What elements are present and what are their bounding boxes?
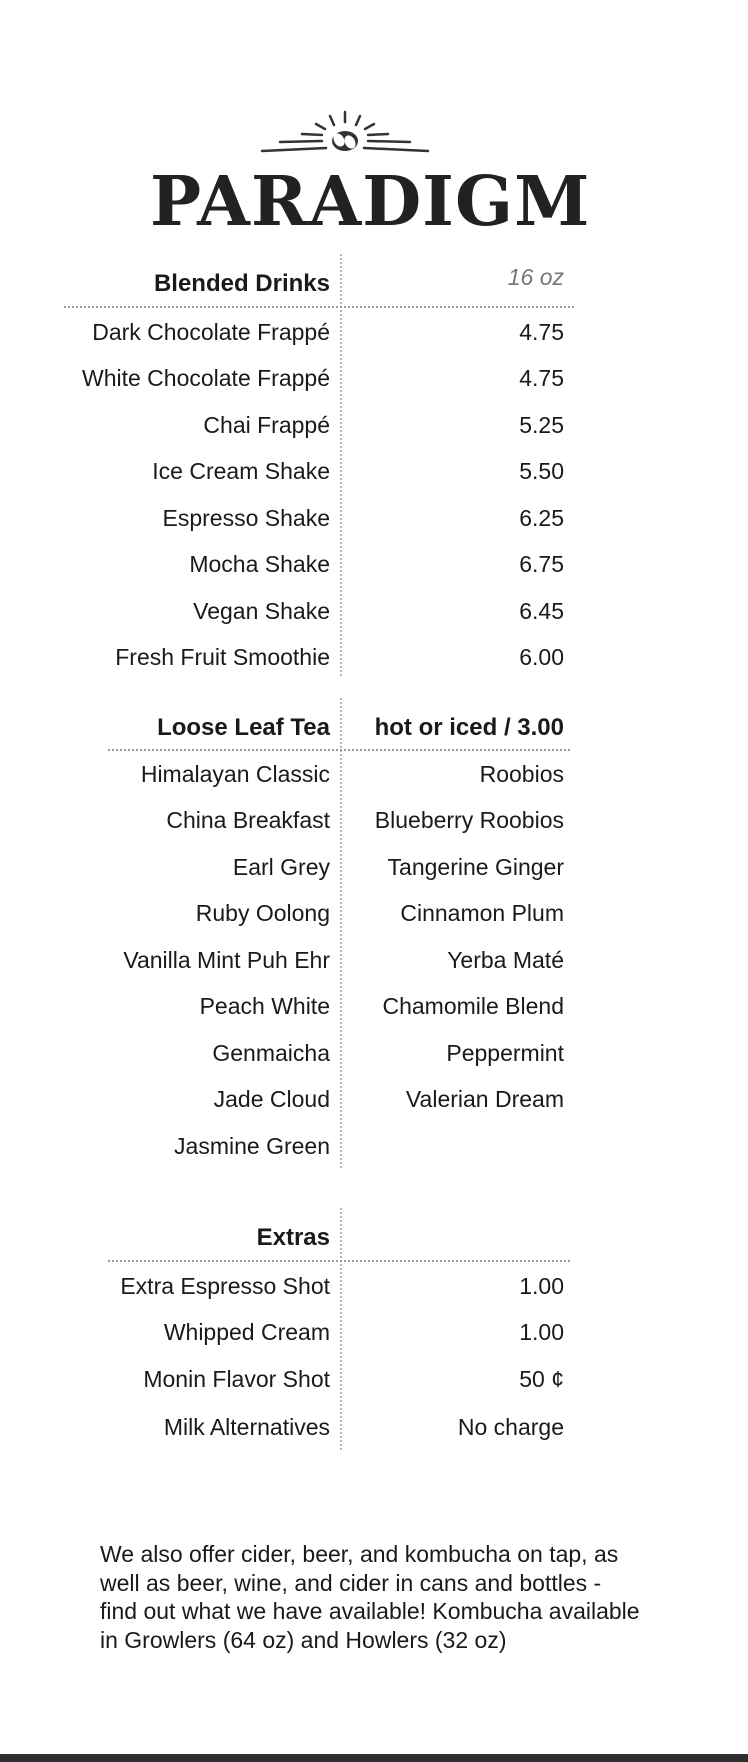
menu-row bbox=[0, 1319, 748, 1359]
tea-name: Himalayan Classic bbox=[140, 761, 330, 787]
extras-divider bbox=[108, 1260, 570, 1262]
item-name: Milk Alternatives bbox=[163, 1414, 330, 1440]
item-name: Espresso Shake bbox=[162, 505, 330, 531]
item-price: 5.25 bbox=[519, 412, 564, 438]
tea-name: Blueberry Roobios bbox=[374, 807, 564, 833]
paradigm-logo bbox=[150, 108, 591, 248]
item-price: No charge bbox=[457, 1414, 564, 1440]
menu-row bbox=[0, 412, 748, 452]
menu-row bbox=[0, 319, 748, 359]
item-price: 1.00 bbox=[519, 1319, 564, 1345]
item-price: 4.75 bbox=[519, 365, 564, 391]
tea-name: Chamomile Blend bbox=[382, 993, 564, 1019]
item-name: Ice Cream Shake bbox=[152, 458, 330, 484]
item-name: Extra Espresso Shot bbox=[120, 1273, 330, 1299]
tea-name: Ruby Oolong bbox=[195, 900, 330, 926]
tea-row bbox=[0, 854, 748, 894]
item-price: 50 ¢ bbox=[519, 1366, 564, 1392]
item-price: 1.00 bbox=[519, 1273, 564, 1299]
tea-name: Genmaicha bbox=[212, 1040, 330, 1066]
footer-note: We also offer cider, beer, and kombucha on tap, as well as beer, wine, and cider in cans and bottles - find out what we have available! Kombucha available in Growlers (64 oz) and Howlers (32 oz) bbox=[100, 1541, 640, 1653]
tea-row bbox=[0, 900, 748, 940]
tea-row bbox=[0, 1040, 748, 1080]
tea-row bbox=[0, 761, 748, 801]
item-name: Chai Frappé bbox=[203, 412, 330, 438]
tea-name: Roobios bbox=[479, 761, 564, 787]
menu-row bbox=[0, 505, 748, 545]
coffee-sunburst-icon bbox=[250, 108, 440, 168]
item-name: Monin Flavor Shot bbox=[143, 1366, 330, 1392]
tea-name: Jade Cloud bbox=[213, 1086, 330, 1112]
tea-row bbox=[0, 1133, 748, 1173]
tea-name: China Breakfast bbox=[166, 807, 330, 833]
item-name: Mocha Shake bbox=[189, 551, 330, 577]
extras-heading: Extras bbox=[256, 1224, 330, 1251]
tea-name: Vanilla Mint Puh Ehr bbox=[123, 947, 330, 973]
menu-row bbox=[0, 1366, 748, 1406]
item-price: 5.50 bbox=[519, 458, 564, 484]
menu-row bbox=[0, 551, 748, 591]
item-price: 6.00 bbox=[519, 644, 564, 670]
item-price: 4.75 bbox=[519, 319, 564, 345]
tea-divider bbox=[108, 749, 570, 751]
item-name: Dark Chocolate Frappé bbox=[92, 319, 330, 345]
menu-row bbox=[0, 365, 748, 405]
bottom-bar bbox=[0, 1754, 748, 1762]
tea-name: Peppermint bbox=[446, 1040, 564, 1066]
tea-row bbox=[0, 807, 748, 847]
tea-name: Yerba Maté bbox=[447, 947, 564, 973]
blended-size: 16 oz bbox=[507, 264, 564, 290]
item-name: Vegan Shake bbox=[193, 598, 330, 624]
tea-name: Tangerine Ginger bbox=[387, 854, 564, 880]
item-name: Whipped Cream bbox=[163, 1319, 330, 1345]
tea-row bbox=[0, 1086, 748, 1126]
menu-row bbox=[0, 598, 748, 638]
item-price: 6.45 bbox=[519, 598, 564, 624]
tea-name: Valerian Dream bbox=[405, 1086, 564, 1112]
tea-name: Jasmine Green bbox=[174, 1133, 330, 1159]
tea-price-note: hot or iced / 3.00 bbox=[374, 714, 564, 741]
tea-row bbox=[0, 993, 748, 1033]
tea-name: Earl Grey bbox=[232, 854, 330, 880]
tea-name: Peach White bbox=[199, 993, 330, 1019]
item-price: 6.25 bbox=[519, 505, 564, 531]
menu-row bbox=[0, 644, 748, 684]
blended-heading: Blended Drinks bbox=[153, 270, 330, 297]
logo-wordmark: PARADIGM bbox=[150, 162, 591, 242]
tea-name: Cinnamon Plum bbox=[400, 900, 564, 926]
item-name: White Chocolate Frappé bbox=[81, 365, 330, 391]
menu-row bbox=[0, 458, 748, 498]
menu-row bbox=[0, 1273, 748, 1313]
item-name: Fresh Fruit Smoothie bbox=[115, 644, 330, 670]
item-price: 6.75 bbox=[519, 551, 564, 577]
tea-row bbox=[0, 947, 748, 987]
menu-row bbox=[0, 1414, 748, 1454]
blended-divider bbox=[64, 306, 574, 308]
tea-heading: Loose Leaf Tea bbox=[157, 714, 330, 741]
